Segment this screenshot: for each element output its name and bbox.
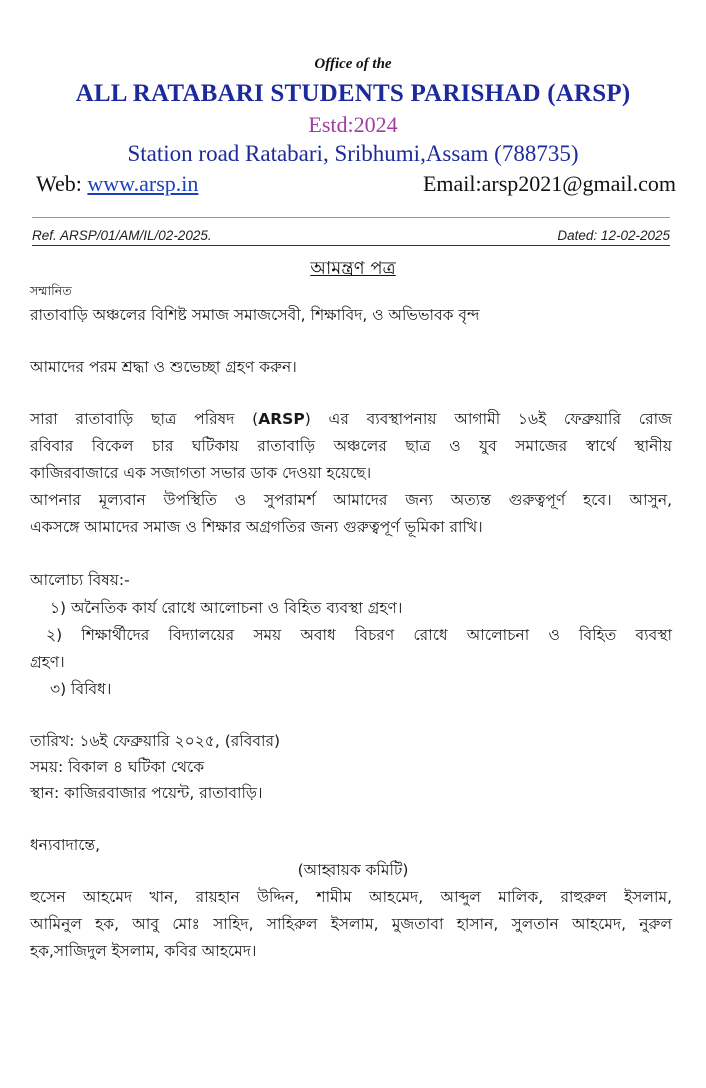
body-line-1-org: ARSP <box>258 410 305 428</box>
agenda-item-3: ৩) বিবিধ। <box>50 680 112 698</box>
committee-title: (আহ্বায়ক কমিটি) <box>297 861 409 879</box>
letter-title-text: আমন্ত্রণ পত্র <box>310 258 396 279</box>
body-line-2: রবিবার বিকেল চার ঘটিকায় রাতাবাড়ি অঞ্চলের ছাত্র ও যুব সমাজের স্বার্থে স্থানীয় <box>30 437 672 455</box>
reference-row <box>32 228 670 246</box>
office-of-label: Office of the <box>314 56 392 72</box>
reference-number: Ref. ARSP/01/AM/IL/02-2025. <box>32 228 212 243</box>
organization-name: ALL RATABARI STUDENTS PARISHAD (ARSP) <box>75 80 631 107</box>
agenda-item-2: ২) শিক্ষার্থীদের বিদ্যালয়ের সময় অবাধ বিচরণ রোধে আলোচনা ও বিহিত ব্যবস্থা <box>46 626 672 644</box>
website-link[interactable]: www.arsp.in <box>87 171 199 196</box>
agenda-heading: আলোচ্য বিষয়:- <box>30 571 130 589</box>
letter-date: Dated: 12-02-2025 <box>557 228 670 243</box>
salutation: সম্মানিত <box>30 283 72 298</box>
established-year: Estd:2024 <box>308 112 398 137</box>
committee-members-3: হক,সাজিদুল ইসলাম, কবির আহমেদ। <box>30 942 257 960</box>
event-time: সময়: বিকাল ৪ ঘটিকা থেকে <box>30 758 205 776</box>
closing: ধন্যবাদান্তে, <box>30 836 101 854</box>
body-line-5: একসঙ্গে আমাদের সমাজ ও শিক্ষার অগ্রগতির জন্য গুরুত্বপূর্ণ ভূমিকা রাখি। <box>30 518 483 536</box>
body-line-4: আপনার মূল্যবান উপস্থিতি ও সুপরামর্শ আমাদের জন্য অত্যন্ত গুরুত্বপূর্ণ হবে। আসুন, <box>30 491 672 509</box>
website-label: Web: <box>36 171 88 196</box>
header-divider <box>32 217 670 218</box>
reference-underline <box>32 245 670 246</box>
body-line-1 <box>30 407 672 433</box>
body-line-1-end: ) এর ব্যবস্থাপনায় আগামী ১৬ই ফেব্রুয়ারি রোজ <box>304 410 672 428</box>
contact-row <box>36 171 676 199</box>
body-line-3: কাজিরবাজারে এক সজাগতা সভার ডাক দেওয়া হয়েছে। <box>30 464 372 482</box>
body-line-1-start: সারা রাতাবাড়ি ছাত্র পরিষদ ( <box>30 410 259 428</box>
addressee: রাতাবাড়ি অঞ্চলের বিশিষ্ট সমাজ সমাজসেবী, শিক্ষাবিদ, ও অভিভাবক বৃন্দ <box>30 306 480 324</box>
event-place: স্থান: কাজিরবাজার পয়েন্ট, রাতাবাড়ি। <box>30 784 263 802</box>
committee-members-2: আমিনুল হক, আবু মোঃ সাহিদ, সাহিরুল ইসলাম, মুজতাবা হাসান, সুলতান আহমেদ, নুরুল <box>30 915 672 933</box>
agenda-item-2-cont: গ্রহণ। <box>30 653 65 671</box>
letter-title <box>0 254 706 285</box>
website-info <box>36 171 198 197</box>
agenda-item-1: ১) অনৈতিক কার্য রোধে আলোচনা ও বিহিত ব্যবস্থা গ্রহণ। <box>50 599 403 617</box>
greeting: আমাদের পরম শ্রদ্ধা ও শুভেচ্ছা গ্রহণ করুন। <box>30 358 297 376</box>
email-address: Email:arsp2021@gmail.com <box>422 171 676 196</box>
event-date: তারিখ: ১৬ই ফেব্রুয়ারি ২০২৫, (রবিবার) <box>30 732 281 750</box>
organization-address: Station road Ratabari, Sribhumi,Assam (788735) <box>127 141 579 166</box>
committee-members-1: হুসেন আহমেদ খান, রায়হান উদ্দিন, শামীম আহমেদ, আব্দুল মালিক, রাহুরুল ইসলাম, <box>30 888 672 906</box>
